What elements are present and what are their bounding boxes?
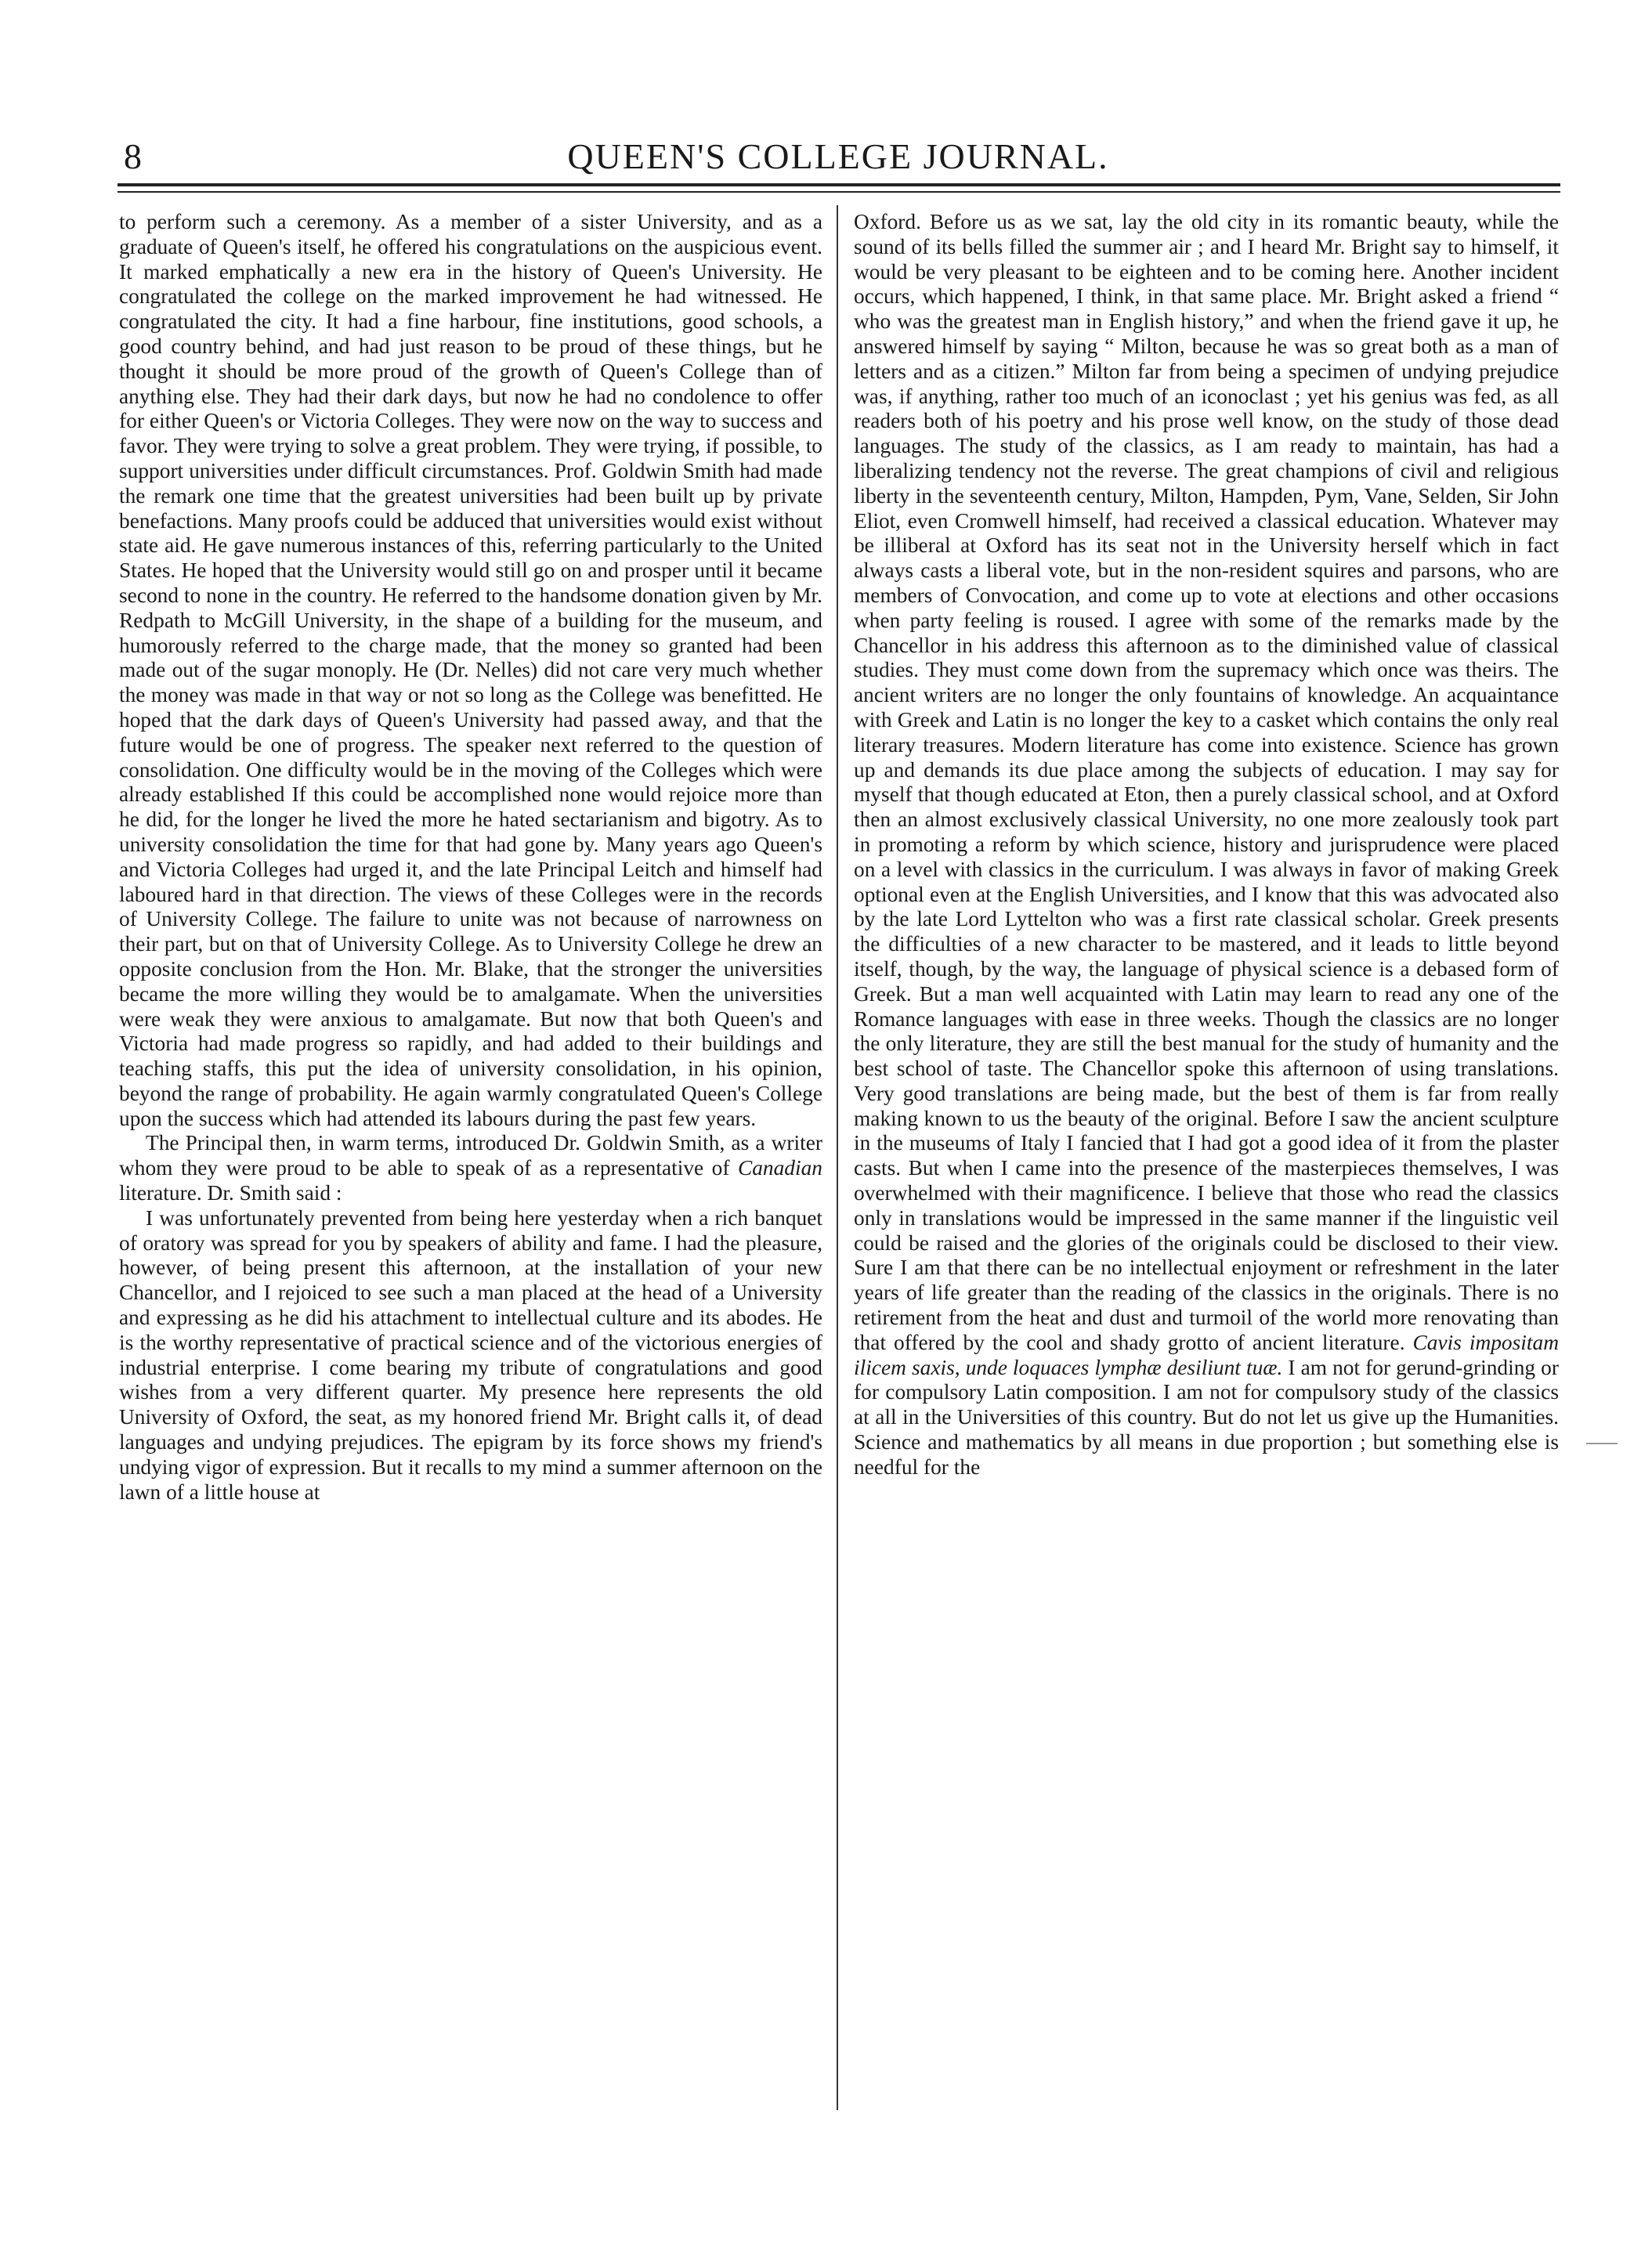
left-paragraph-2-italic: Canadian bbox=[737, 1156, 822, 1180]
header-rule-thick bbox=[117, 183, 1560, 186]
latin-quotation: Cavis impositam ilicem saxis, unde loquaces lymphæ desiliunt tuæ. bbox=[854, 1330, 1559, 1379]
left-paragraph-3: I was unfortunately prevented from being here yesterday when a rich banquet of oratory was spread for you by speakers of ability and fame. I had the pleasure, however, of being present this afternoon, at the installation of your new Chancellor, and I rejoiced to see such a man placed at the head of a University and expressing as he did his attachment to intellectual culture and its abodes. He is the worthy representative of practical science and of the victorious energies of industrial enterprise. I come bearing my tribute of congratulations and good wishes from a very different quarter. My presence here represents the old University of Oxford, the seat, as my honored friend Mr. Bright calls it, of dead languages and undying prejudices. The epigram by its force shows my friend's undying vigor of expression. But it recalls to my mind a summer afternoon on the lawn of a little house at bbox=[119, 1205, 822, 1504]
right-paragraph-1-text-b: I am not for gerund-grinding or for compulsory Latin composition. I am not for compulsory study of the classics at all in the Universities of this country. But do not let us give up the Humanities. Science and mathematics by all means in due proportion ; but something else is needful for the bbox=[854, 1355, 1559, 1479]
margin-mark bbox=[1586, 1443, 1618, 1444]
right-column bbox=[854, 210, 1559, 1480]
page-number: 8 bbox=[124, 136, 142, 176]
right-paragraph-1-text-a: Oxford. Before us as we sat, lay the old city in its romantic beauty, while the sound of its bells filled the summer air ; and I heard Mr. Bright say to himself, it would be very pleasant to be eighteen and to be coming here. Another incident occurs, which happened, I think, in that same place. Mr. Bright asked a friend “ who was the greatest man in English history,” and when the friend gave it up, he answered himself by saying “ Milton, because he was so great both as a man of letters and as a citizen.” Milton far from being a specimen of undying prejudice was, if anything, rather too much of an iconoclast ; yet his genius was fed, as all readers both of his poetry and his prose well know, on the study of those dead languages. The study of the classics, as I am ready to maintain, has had a liberalizing tendency not the reverse. The great champions of civil and religious liberty in the seventeenth century, Milton, Hampden, Pym, Vane, Selden, Sir John Eliot, even Cromwell himself, had received a classical education. Whatever may be illiberal at Oxford has its seat not in the University herself which in fact always casts a liberal vote, but in the non-resident squires and parsons, who are members of Convocation, and come up to vote at elections and other occasions when party feeling is roused. I agree with some of the remarks made by the Chancellor in his address this afternoon as to the diminished value of classical studies. They must come down from the supremacy which once was theirs. The ancient writers are no longer the only fountains of knowledge. An acquaintance with Greek and Latin is no longer the key to a casket which contains the only real literary treasures. Modern literature has come into existence. Science has grown up and demands its due place among the subjects of education. I may say for myself that though educated at Eton, then a purely classical school, and at Oxford then an almost exclusively classical University, no one more zealously took part in promoting a reform by which science, history and jurisprudence were placed on a level with classics in the curriculum. I was always in favor of making Greek optional even at the English Universities, and I know that this was advocated also by the late Lord Lyttelton who was a first rate classical scholar. Greek presents the difficulties of a new character to be mastered, and it leads to little beyond itself, though, by the way, the language of physical science is a debased form of Greek. But a man well acquainted with Latin may learn to read any one of the Romance languages with ease in three weeks. Though the classics are no longer the only literature, they are still the best manual for the study of humanity and the best school of taste. The Chancellor spoke this afternoon of using translations. Very good translations are being made, but the best of them is far from really making known to us the beauty of the original. Before I saw the ancient sculpture in the museums of Italy I fancied that I had got a good idea of it from the plaster casts. But when I came into the presence of the masterpieces themselves, I was overwhelmed with their magnificence. I believe that those who read the classics only in translations would be impressed in the same manner if the linguistic veil could be raised and the glories of the originals could be disclosed to their view. Sure I am that there can be no intellectual enjoyment or refreshment in the later years of life greater than the reading of the classics in the originals. There is no retirement from the heat and dust and turmoil of the world more renovating than that offered by the cool and shady grotto of ancient literature. bbox=[854, 210, 1559, 1354]
left-column bbox=[119, 210, 822, 1505]
journal-title: QUEEN'S COLLEGE JOURNAL. bbox=[567, 136, 1109, 176]
left-paragraph-1: to perform such a ceremony. As a member of a sister University, and as a graduate of Queen's itself, he offered his congratulations on the auspicious event. It marked emphatically a new era in the history of Queen's University. He congratulated the college on the marked improvement he had witnessed. He congratulated the city. It had a fine harbour, fine institutions, good schools, a good country behind, and had just reason to be proud of these things, but he thought it should be more proud of the growth of Queen's College than of anything else. They had their dark days, but now he had no condolence to offer for either Queen's or Victoria Colleges. They were now on the way to success and favor. They were trying to solve a great problem. They were trying, if possible, to support universities under difficult circumstances. Prof. Goldwin Smith had made the remark one time that the greatest universities had been built up by private benefactions. Many proofs could be adduced that universities would exist without state aid. He gave numerous instances of this, referring particularly to the United States. He hoped that the University would still go on and prosper until it became second to none in the country. He referred to the handsome donation given by Mr. Redpath to McGill University, in the shape of a building for the museum, and humorously referred to the charge made, that the money so granted had been made out of the sugar monoply. He (Dr. Nelles) did not care very much whether the money was made in that way or not so long as the College was benefitted. He hoped that the dark days of Queen's University had passed away, and that the future would be one of progress. The speaker next referred to the question of consolidation. One difficulty would be in the moving of the Colleges which were already established If this could be accomplished none would rejoice more than he did, for the longer he lived the more he hated sectarianism and bigotry. As to university consolidation the time for that had gone by. Many years ago Queen's and Victoria Colleges had urged it, and the late Principal Leitch and himself had laboured hard in that direction. The views of these Colleges were in the records of University College. The failure to unite was not because of narrowness on their part, but on that of University College. As to University College he drew an opposite conclusion from the Hon. Mr. Blake, that the stronger the universities became the more willing they would be to amalgamate. When the universities were weak they were anxious to amalgamate. But now that both Queen's and Victoria had made progress so rapidly, and had added to their buildings and teaching staffs, this put the idea of university consolidation, in his opinion, beyond the range of probability. He again warmly congratulated Queen's College upon the success which had attended its labours during the past few years. bbox=[119, 210, 822, 1130]
column-divider bbox=[837, 205, 838, 2110]
header-rule-thin bbox=[117, 191, 1560, 193]
left-paragraph-2-text-a: The Principal then, in warm terms, introduced Dr. Goldwin Smith, as a writer whom they were proud to be able to speak of as a representative of bbox=[119, 1131, 822, 1180]
left-paragraph-2-text-b: literature. Dr. Smith said : bbox=[119, 1181, 342, 1205]
right-paragraph-1 bbox=[854, 210, 1559, 1480]
left-paragraph-2 bbox=[119, 1131, 822, 1205]
page-header bbox=[117, 133, 1559, 188]
